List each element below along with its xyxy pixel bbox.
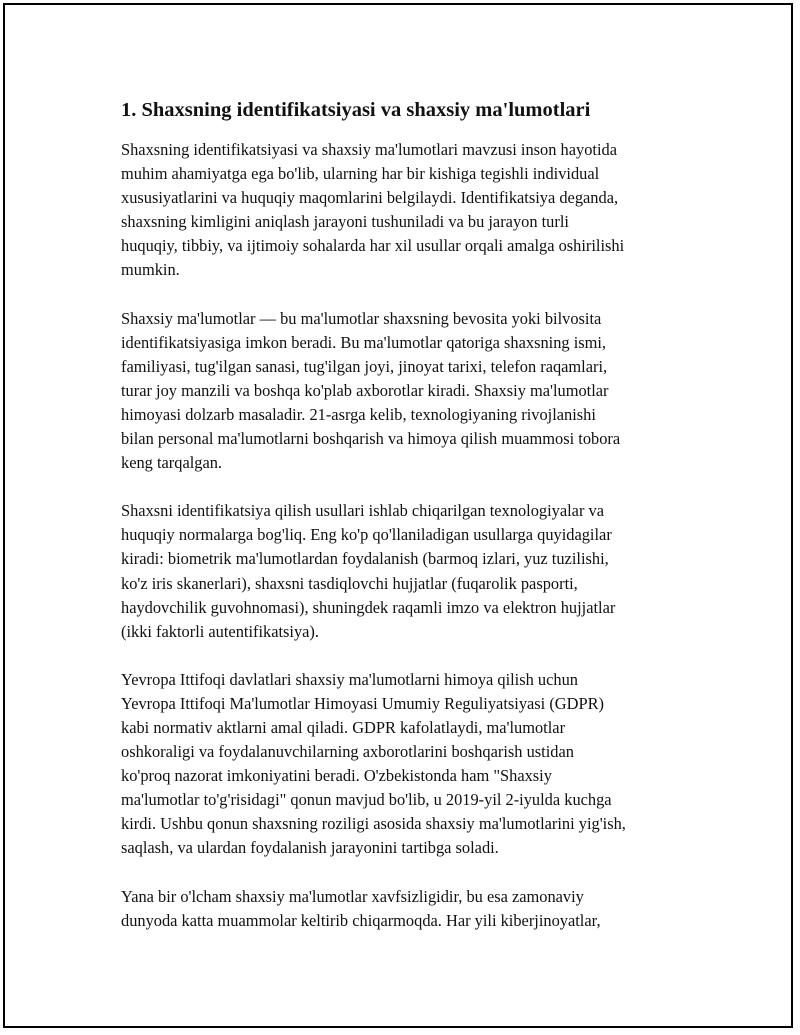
- text-line: ko'proq nazorat imkoniyatini beradi. O'zbekistonda ham "Shaxsiy: [121, 766, 552, 786]
- text-line: huquqiy normalarga bog'liq. Eng ko'p qo'llaniladigan usullarga quyidagilar: [121, 525, 612, 545]
- text-line: keng tarqalgan.: [121, 453, 223, 473]
- text-line: familiyasi, tug'ilgan sanasi, tug'ilgan joyi, jinoyat tarixi, telefon raqamlari,: [121, 356, 608, 376]
- document-body: [121, 97, 701, 957]
- text-line: Shaxsni identifikatsiya qilish usullari ishlab chiqarilgan texnologiyalar va: [121, 501, 604, 521]
- text-line: identifikatsiyasiga imkon beradi. Bu ma'lumotlar qatoriga shaxsning ismi,: [121, 332, 607, 352]
- text-line: muhim ahamiyatga ega bo'lib, ularning har bir kishiga tegishli individual: [121, 164, 600, 184]
- section-heading: 1. Shaxsning identifikatsiyasi va shaxsiy ma'lumotlari: [121, 99, 591, 121]
- text-line: kirdi. Ushbu qonun shaxsning roziligi asosida shaxsiy ma'lumotlarini yig'ish,: [121, 814, 626, 834]
- paragraph-4: [121, 668, 701, 861]
- text-line: huquqiy, tibbiy, va ijtimoiy sohalarda har xil usullar orqali amalga oshirilishi: [121, 236, 625, 256]
- text-line: (ikki faktorli autentifikatsiya).: [121, 621, 319, 641]
- paragraph-3: [121, 499, 701, 644]
- text-line: bilan personal ma'lumotlarni boshqarish va himoya qilish muammosi tobora: [121, 429, 621, 449]
- text-line: ma'lumotlar to'g'risidagi" qonun mavjud bo'lib, u 2019-yil 2-iyulda kuchga: [121, 790, 612, 810]
- text-line: kabi normativ aktlarni amal qiladi. GDPR kafolatlaydi, ma'lumotlar: [121, 717, 566, 737]
- paragraph-5: [121, 885, 701, 933]
- text-line: xususiyatlarini va huquqiy maqomlarini belgilaydi. Identifikatsiya deganda,: [121, 188, 619, 208]
- text-line: shaxsning kimligini aniqlash jarayoni tushuniladi va bu jarayon turli: [121, 212, 569, 232]
- text-line: Yana bir o'lcham shaxsiy ma'lumotlar xavfsizligidir, bu esa zamonaviy: [121, 886, 584, 906]
- paragraph-2: [121, 307, 701, 476]
- text-line: turar joy manzili va boshqa ko'plab axborotlar kiradi. Shaxsiy ma'lumotlar: [121, 380, 609, 400]
- text-line: oshkoraligi va foydalanuvchilarning axborotlarini boshqarish ustidan: [121, 742, 574, 762]
- text-line: Shaxsning identifikatsiyasi va shaxsiy ma'lumotlari mavzusi inson hayotida: [121, 140, 617, 159]
- text-line: kiradi: biometrik ma'lumotlardan foydalanish (barmoq izlari, yuz tuzilishi,: [121, 549, 609, 569]
- paragraph-1: [121, 138, 701, 283]
- page-frame: [3, 3, 793, 1028]
- text-line: ko'z iris skanerlari), shaxsni tasdiqlovchi hujjatlar (fuqarolik pasporti,: [121, 573, 578, 593]
- text-line: himoyasi dolzarb masaladir. 21-asrga kelib, texnologiyaning rivojlanishi: [121, 404, 596, 424]
- text-line: Yevropa Ittifoqi davlatlari shaxsiy ma'lumotlarni himoya qilish uchun: [121, 669, 578, 689]
- paragraphs-container: [121, 138, 701, 933]
- text-line: haydovchilik guvohnomasi), shuningdek raqamli imzo va elektron hujjatlar: [121, 597, 616, 617]
- text-line: Yevropa Ittifoqi Ma'lumotlar Himoyasi Umumiy Reguliyatsiyasi (GDPR): [121, 693, 604, 713]
- text-line: dunyoda katta muammolar keltirib chiqarmoqda. Har yili kiberjinoyatlar,: [121, 910, 601, 930]
- text-line: mumkin.: [121, 260, 180, 280]
- text-line: Shaxsiy ma'lumotlar — bu ma'lumotlar shaxsning bevosita yoki bilvosita: [121, 308, 602, 328]
- text-line: saqlash, va ulardan foydalanish jarayonini tartibga soladi.: [121, 838, 499, 858]
